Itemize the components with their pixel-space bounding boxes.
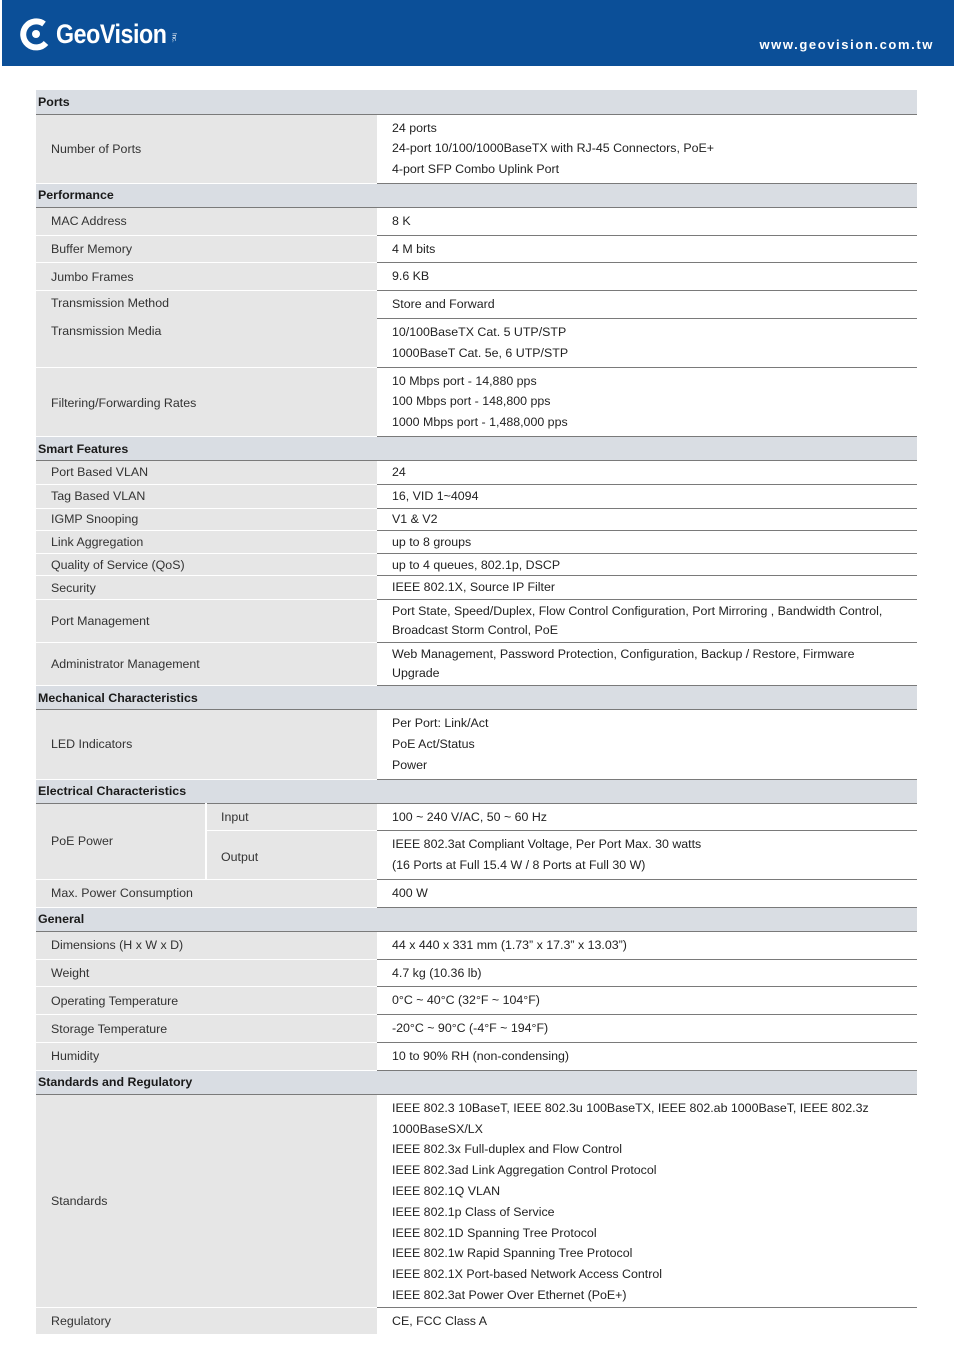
section-header-performance (36, 183, 917, 207)
spec-value: 4.7 kg (10.36 lb) (377, 959, 917, 987)
spec-label: Port Based VLAN (36, 461, 377, 485)
spec-label: IGMP Snooping (36, 508, 377, 530)
spec-value (377, 831, 917, 880)
section-title: Mechanical Characteristics (36, 686, 917, 710)
spec-row (36, 987, 917, 1015)
value-line: 1000 Mbps port - 1,488,000 pps (392, 415, 568, 430)
spec-value: 0°C ~ 40°C (32°F ~ 104°F) (377, 987, 917, 1015)
spec-row (36, 1307, 917, 1334)
spec-row (36, 484, 917, 508)
spec-row (36, 643, 917, 686)
spec-label: Regulatory (36, 1307, 377, 1334)
section-header-ports (36, 90, 917, 114)
spec-label: Number of Ports (36, 114, 377, 183)
spec-row (36, 1043, 917, 1071)
value-line: Per Port: Link/Act (392, 716, 489, 731)
value-line: 1000BaseT Cat. 5e, 6 UTP/STP (392, 345, 569, 360)
value-line: 4-port SFP Combo Uplink Port (392, 162, 560, 177)
value-line: IEEE 802.3at Power Over Ethernet (PoE+) (392, 1287, 627, 1302)
value-line: PoE Act/Status (392, 737, 475, 752)
geovision-c-logo-icon (20, 17, 52, 51)
spec-row (36, 367, 917, 436)
value-line: IEEE 802.1D Spanning Tree Protocol (392, 1225, 597, 1240)
spec-value (377, 1094, 917, 1307)
label-line: Transmission Media (51, 324, 162, 339)
spec-value: Store and Forward (377, 291, 917, 319)
spec-row (36, 600, 917, 643)
section-title: Electrical Characteristics (36, 779, 917, 803)
spec-value: Port State, Speed/Duplex, Flow Control Configuration, Port Mirroring , Bandwidth Control, Broadcast Storm Control, PoE (377, 600, 917, 643)
spec-value: V1 & V2 (377, 508, 917, 530)
spec-value (377, 114, 917, 183)
spec-label: Buffer Memory (36, 235, 377, 263)
spec-label: Administrator Management (36, 643, 377, 686)
spec-label: Filtering/Forwarding Rates (36, 367, 377, 436)
value-line: 10 Mbps port - 14,880 pps (392, 373, 537, 388)
value-line: IEEE 802.3ad Link Aggregation Control Protocol (392, 1163, 657, 1178)
value-line: IEEE 802.1p Class of Service (392, 1204, 555, 1219)
spec-value: 16, VID 1~4094 (377, 484, 917, 508)
spec-row (36, 959, 917, 987)
spec-label: MAC Address (36, 207, 377, 235)
spec-row (36, 207, 917, 235)
spec-value (377, 367, 917, 436)
spec-value: 100 ~ 240 V/AC, 50 ~ 60 Hz (377, 803, 917, 831)
spec-value: IEEE 802.1X, Source IP Filter (377, 576, 917, 600)
spec-value: 10 to 90% RH (non-condensing) (377, 1043, 917, 1071)
spec-label (36, 291, 377, 367)
spec-value: 44 x 440 x 331 mm (1.73” x 17.3” x 13.03”) (377, 931, 917, 959)
label-line: Transmission Method (51, 296, 169, 311)
spec-label: Tag Based VLAN (36, 484, 377, 508)
spec-value: up to 4 queues, 802.1p, DSCP (377, 554, 917, 576)
spec-sublabel: Input (206, 803, 377, 831)
spec-value (377, 710, 917, 779)
spec-row (36, 554, 917, 576)
section-title: Ports (36, 90, 917, 114)
spec-value: CE, FCC Class A (377, 1307, 917, 1334)
spec-row (36, 1094, 917, 1307)
section-header-general (36, 907, 917, 931)
section-header-electrical (36, 779, 917, 803)
section-title: Performance (36, 183, 917, 207)
spec-value: 9.6 KB (377, 263, 917, 291)
spec-label: Jumbo Frames (36, 263, 377, 291)
section-header-smart-features (36, 437, 917, 461)
value-line: IEEE 802.3 10BaseT, IEEE 802.3u 100BaseTX, IEEE 802.ab 1000BaseT, IEEE 802.3z (392, 1100, 869, 1115)
spec-value: 24 (377, 461, 917, 485)
spec-label: Operating Temperature (36, 987, 377, 1015)
value-line: 1000BaseSX/LX (392, 1121, 483, 1136)
spec-label: Port Management (36, 600, 377, 643)
spec-row (36, 508, 917, 530)
value-line: IEEE 802.3at Compliant Voltage, Per Port Max. 30 watts (392, 837, 702, 852)
section-header-mechanical (36, 686, 917, 710)
spec-value: -20°C ~ 90°C (-4°F ~ 194°F) (377, 1015, 917, 1043)
spec-value: 400 W (377, 880, 917, 908)
spec-label: Standards (36, 1094, 377, 1307)
spec-value (377, 319, 917, 368)
section-header-standards (36, 1070, 917, 1094)
spec-label: Storage Temperature (36, 1015, 377, 1043)
spec-row (36, 263, 917, 291)
spec-value: Web Management, Password Protection, Configuration, Backup / Restore, Firmware Upgrade (377, 643, 917, 686)
spec-value: up to 8 groups (377, 530, 917, 554)
value-line: 10/100BaseTX Cat. 5 UTP/STP (392, 325, 567, 340)
value-line: IEEE 802.1X Port-based Network Access Control (392, 1267, 662, 1282)
spec-sublabel: Output (206, 831, 377, 880)
spec-label: Humidity (36, 1043, 377, 1071)
section-title: Standards and Regulatory (36, 1070, 917, 1094)
spec-row (36, 461, 917, 485)
value-line: 100 Mbps port - 148,800 pps (392, 394, 551, 409)
spec-label: LED Indicators (36, 710, 377, 779)
spec-row (36, 1015, 917, 1043)
brand-suffix: Inc. (170, 33, 177, 43)
spec-row (36, 880, 917, 908)
spec-row (36, 530, 917, 554)
brand-name: GeoVision (56, 18, 167, 49)
value-line: 24 ports (392, 120, 437, 135)
spec-label: Quality of Service (QoS) (36, 554, 377, 576)
value-line: (16 Ports at Full 15.4 W / 8 Ports at Full 30 W) (392, 858, 646, 873)
value-line: 24-port 10/100/1000BaseTX with RJ-45 Connectors, PoE+ (392, 141, 714, 156)
spec-row (36, 235, 917, 263)
spec-label: Link Aggregation (36, 530, 377, 554)
spec-label: Dimensions (H x W x D) (36, 931, 377, 959)
spec-label: Max. Power Consumption (36, 880, 377, 908)
spec-value: 8 K (377, 207, 917, 235)
spec-row (36, 710, 917, 779)
value-line: IEEE 802.3x Full-duplex and Flow Control (392, 1142, 623, 1157)
spec-row (36, 114, 917, 183)
spec-label: Security (36, 576, 377, 600)
spec-label: PoE Power (36, 803, 206, 879)
spec-label: Weight (36, 959, 377, 987)
value-line: IEEE 802.1Q VLAN (392, 1184, 501, 1198)
geovision-logo (20, 14, 177, 54)
website-link[interactable]: www.geovision.com.tw (759, 37, 934, 52)
spec-value: 4 M bits (377, 235, 917, 263)
section-title: Smart Features (36, 437, 917, 461)
section-title: General (36, 907, 917, 931)
spec-row (36, 931, 917, 959)
spec-row (36, 803, 917, 831)
value-line: Power (392, 757, 428, 772)
page-header (2, 0, 954, 66)
spec-row (36, 576, 917, 600)
value-line: IEEE 802.1w Rapid Spanning Tree Protocol (392, 1246, 633, 1261)
spec-row (36, 291, 917, 319)
spec-table (36, 90, 917, 1335)
